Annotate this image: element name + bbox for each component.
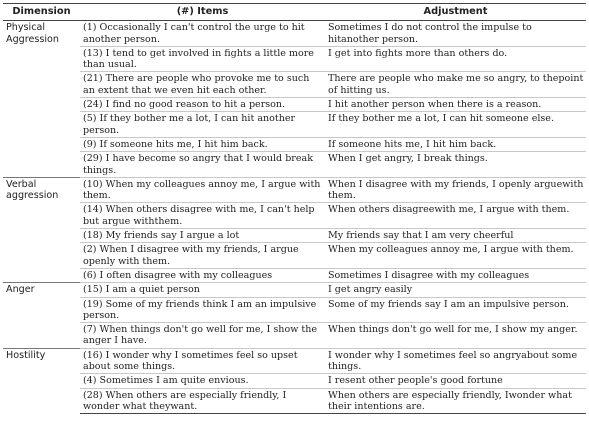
header-items: (#) Items <box>80 4 325 21</box>
adjustment-cell: There are people who make me so angry, to thepoint of hitting us. <box>325 72 586 98</box>
header-adjustment: Adjustment <box>325 4 586 21</box>
dimension-physical-aggression: Physical Aggression <box>3 21 80 178</box>
adjustment-cell: Some of my friends say I am an impulsive person. <box>325 297 586 323</box>
table-row <box>3 72 586 98</box>
table-row <box>3 112 586 138</box>
item-cell: (15) I am a quiet person <box>80 283 325 297</box>
item-cell: (1) Occasionally I can't control the urge to hit another person. <box>80 21 325 47</box>
adjustment-cell: When I disagree with my friends, I openly arguewith them. <box>325 177 586 203</box>
adjustment-cell: Sometimes I disagree with my colleagues <box>325 268 586 282</box>
adjustment-cell: When I get angry, I break things. <box>325 152 586 178</box>
item-cell: (4) Sometimes I am quite envious. <box>80 374 325 388</box>
adjustment-cell: I get angry easily <box>325 283 586 297</box>
item-cell: (24) I find no good reason to hit a person. <box>80 98 325 112</box>
adjustment-cell: I wonder why I sometimes feel so angryabout some things. <box>325 348 586 374</box>
table-row <box>3 203 586 229</box>
adjustment-cell: If someone hits me, I hit him back. <box>325 137 586 151</box>
adjustment-cell: My friends say that I am very cheerful <box>325 229 586 243</box>
adjustment-cell: When things don't go well for me, I show my anger. <box>325 323 586 349</box>
adjustment-cell: I hit another person when there is a reason. <box>325 98 586 112</box>
table-row <box>3 374 586 388</box>
item-cell: (28) When others are especially friendly, I wonder what theywant. <box>80 388 325 414</box>
item-cell: (16) I wonder why I sometimes feel so upset about some things. <box>80 348 325 374</box>
item-cell: (9) If someone hits me, I hit him back. <box>80 137 325 151</box>
dimension-anger: Anger <box>3 283 80 348</box>
adjustment-cell: I get into fights more than others do. <box>325 46 586 72</box>
table-row <box>3 243 586 269</box>
item-cell: (2) When I disagree with my friends, I argue openly with them. <box>80 243 325 269</box>
item-cell: (21) There are people who provoke me to such an extent that we even hit each other. <box>80 72 325 98</box>
table-row <box>3 388 586 414</box>
table-row <box>3 152 586 178</box>
header-row <box>3 4 586 21</box>
item-cell: (6) I often disagree with my colleagues <box>80 268 325 282</box>
item-cell: (10) When my colleagues annoy me, I argue with them. <box>80 177 325 203</box>
item-cell: (18) My friends say I argue a lot <box>80 229 325 243</box>
table-row <box>3 268 586 282</box>
table-row <box>3 283 586 297</box>
dimension-verbal-aggression: Verbal aggression <box>3 177 80 282</box>
table-row <box>3 297 586 323</box>
table-row <box>3 323 586 349</box>
adjustment-cell: When others disagreewith me, I argue with them. <box>325 203 586 229</box>
item-cell: (19) Some of my friends think I am an impulsive person. <box>80 297 325 323</box>
table-row <box>3 348 586 374</box>
adjustment-cell: When others are especially friendly, Iwonder what their intentions are. <box>325 388 586 414</box>
adjustment-cell: I resent other people's good fortune <box>325 374 586 388</box>
table-row <box>3 177 586 203</box>
adjustment-cell: When my colleagues annoy me, I argue with them. <box>325 243 586 269</box>
aggression-items-table <box>3 3 586 414</box>
table-row <box>3 98 586 112</box>
dimension-hostility: Hostility <box>3 348 80 413</box>
table-row <box>3 46 586 72</box>
item-cell: (7) When things don't go well for me, I show the anger I have. <box>80 323 325 349</box>
table-row <box>3 21 586 47</box>
header-dimension: Dimension <box>3 4 80 21</box>
item-cell: (14) When others disagree with me, I can't help but argue withthem. <box>80 203 325 229</box>
item-cell: (13) I tend to get involved in fights a little more than usual. <box>80 46 325 72</box>
adjustment-cell: If they bother me a lot, I can hit someone else. <box>325 112 586 138</box>
table-row <box>3 137 586 151</box>
table-row <box>3 229 586 243</box>
item-cell: (29) I have become so angry that I would break things. <box>80 152 325 178</box>
adjustment-cell: Sometimes I do not control the impulse to hitanother person. <box>325 21 586 47</box>
item-cell: (5) If they bother me a lot, I can hit another person. <box>80 112 325 138</box>
